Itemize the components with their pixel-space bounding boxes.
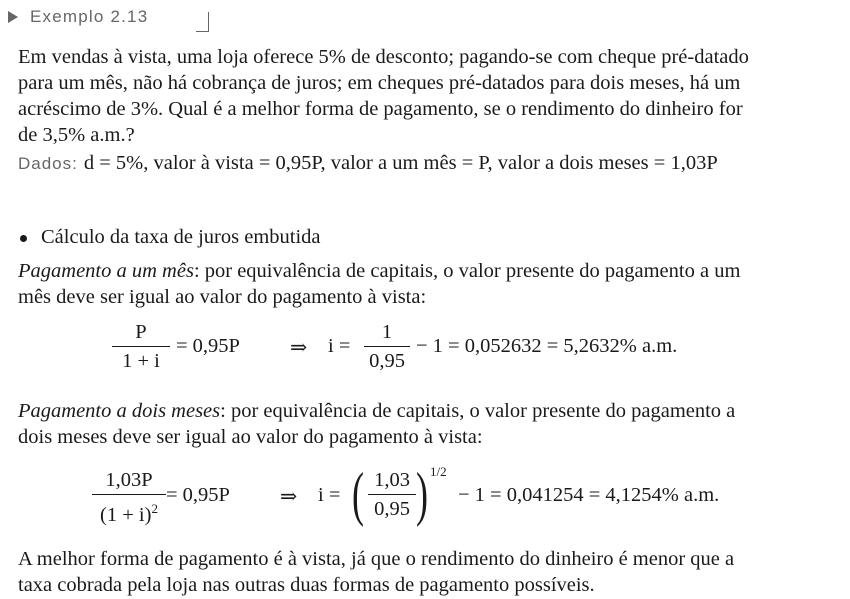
part1-line2: mês deve ser igual ao valor do pagamento à vista: [18, 286, 427, 308]
eq2-fraction-right [368, 468, 416, 521]
eq2-denominator-2: 0,95 [374, 498, 410, 521]
left-paren: ( [351, 461, 364, 527]
example-header [8, 4, 148, 30]
equation-1 [0, 318, 850, 378]
part2-text [18, 398, 840, 450]
eq1-result: − 1 = 0,052632 = 5,2632% a.m. [416, 335, 678, 357]
part1-line1: Pagamento a um mês: por equivalência de capitais, o valor presente do pagamento a um [18, 260, 741, 282]
part2-title: Pagamento a dois meses [18, 400, 221, 422]
eq2-result: − 1 = 0,041254 = 4,1254% a.m. [458, 484, 720, 506]
given-data-text: d = 5%, valor à vista = 0,95P, valor a um mês = P, valor a dois meses = 1,03P [83, 152, 718, 174]
problem-line: Em vendas à vista, uma loja oferece 5% de desconto; pagando-se com cheque pré-datado [18, 46, 749, 68]
conclusion [18, 546, 840, 598]
problem-line: acréscimo de 3%. Qual é a melhor forma de pagamento, se o rendimento do dinheiro for [18, 98, 743, 120]
fraction-bar [112, 346, 170, 347]
problem-line: de 3,5% a.m.? [18, 124, 135, 146]
implies-arrow: ⇒ [280, 486, 298, 508]
conclusion-line: A melhor forma de pagamento é à vista, já que o rendimento do dinheiro é menor que a [18, 548, 735, 570]
problem-line: para um mês, não há cobrança de juros; em cheques pré-datados para dois meses, há um [18, 72, 741, 94]
eq1-denominator: 1 + i [122, 350, 160, 373]
eq2-equals: = 0,95P [166, 484, 230, 506]
given-data [18, 152, 718, 175]
example-label: Exemplo 2.13 [30, 7, 149, 26]
eq2-i-equals: i = [318, 484, 341, 506]
implies-arrow: ⇒ [290, 337, 308, 359]
bullet-dot-icon [20, 235, 27, 242]
eq1-fraction-right [364, 320, 410, 373]
fraction-bar [92, 494, 166, 495]
eq1-numerator-2: 1 [381, 321, 393, 343]
eq2-denominator: $(1 + i)^2$ [100, 501, 158, 527]
eq1-numerator: P [135, 321, 147, 343]
given-data-label: Dados: [18, 154, 78, 173]
eq1-i-equals: i = [328, 335, 351, 357]
problem-statement [18, 44, 840, 148]
equation-2 [0, 461, 850, 532]
section-title: Cálculo da taxa de juros embutida [41, 226, 321, 248]
triangle-bullet-icon [8, 11, 18, 23]
part2-line1: Pagamento a dois meses: por equivalência de capitais, o valor presente do pagamento a [18, 400, 736, 422]
eq1-fraction-left [112, 320, 170, 373]
eq2-fraction-left [92, 468, 166, 527]
header-bracket-vertical [208, 12, 209, 32]
part1-title: Pagamento a um mês [18, 260, 194, 282]
header-bracket-horizontal [196, 31, 209, 32]
fraction-bar [364, 346, 410, 347]
conclusion-line: taxa cobrada pela loja nas outras duas formas de pagamento possíveis. [18, 574, 595, 596]
part1-text [18, 258, 840, 310]
fraction-bar [368, 494, 416, 495]
part2-line2: dois meses deve ser igual ao valor do pagamento à vista: [18, 426, 483, 448]
section-bullet [18, 226, 321, 249]
eq2-numerator-2: 1,03 [374, 469, 410, 491]
eq2-numerator: 1,03P [105, 469, 153, 491]
eq1-equals: = 0,95P [176, 335, 240, 357]
eq2-exponent: 1/2 [430, 464, 447, 479]
eq1-denominator-2: 0,95 [369, 350, 405, 373]
right-paren: ) [415, 461, 428, 527]
